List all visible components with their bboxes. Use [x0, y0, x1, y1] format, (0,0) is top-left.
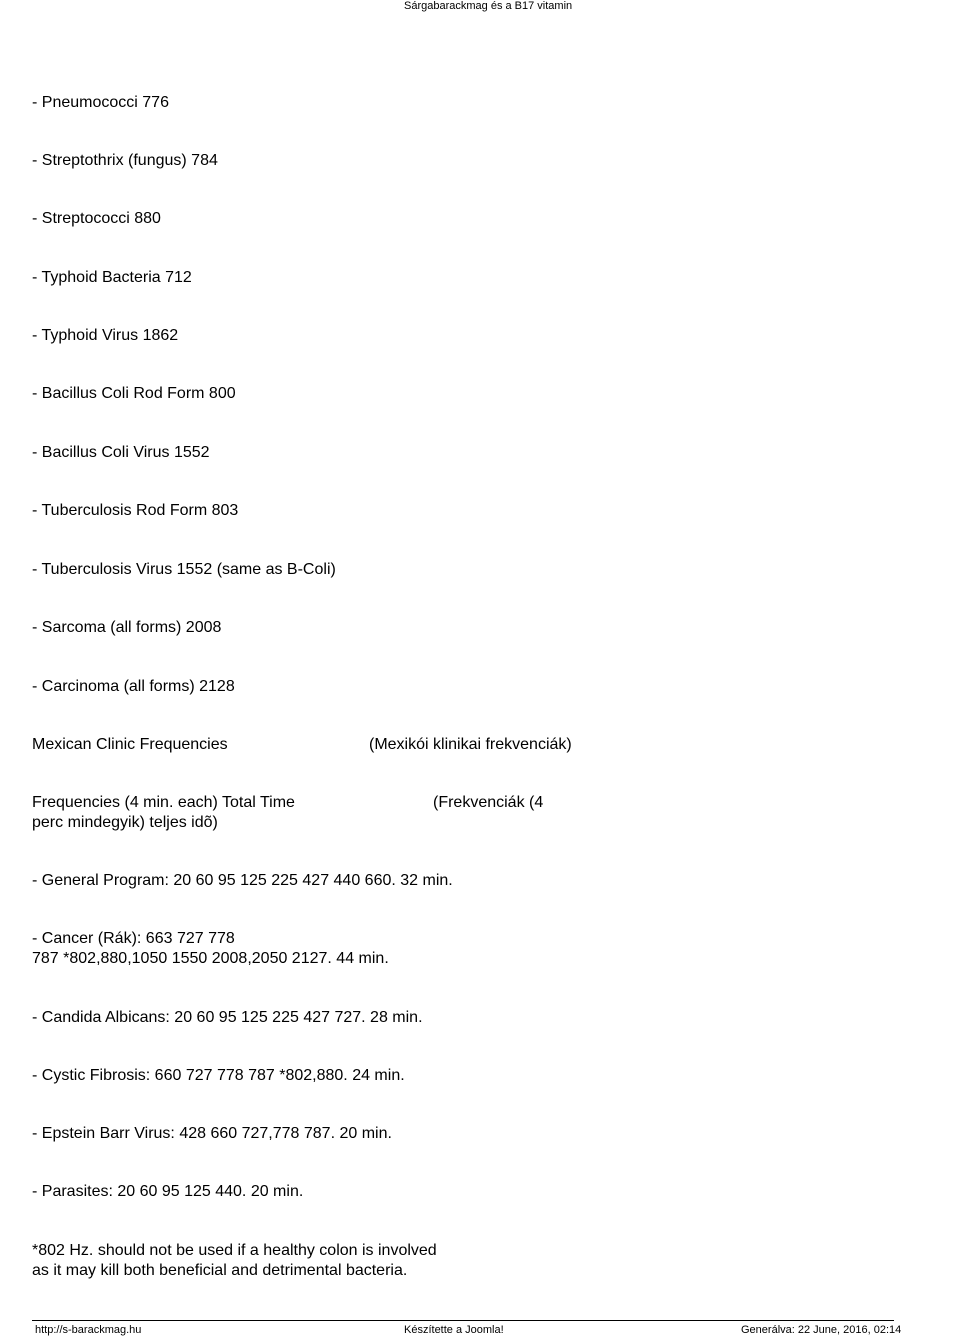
page-header-title: Sárgabarackmag és a B17 vitamin: [404, 0, 573, 12]
list-item: - Bacillus Coli Virus 1552: [32, 444, 210, 461]
list-item: - Streptothrix (fungus) 784: [32, 152, 218, 169]
footer-made-with: Készítette a Joomla!: [404, 1324, 504, 1336]
program-parasites: - Parasites: 20 60 95 125 440. 20 min.: [32, 1183, 304, 1200]
footer-generated-date: Generálva: 22 June, 2016, 02:14: [741, 1324, 902, 1336]
section-subheading: Frequencies (4 min. each) Total Time: [32, 794, 295, 811]
list-item: - Pneumococci 776: [32, 94, 169, 111]
section-heading: Mexican Clinic Frequencies: [32, 736, 228, 753]
note-line: as it may kill both beneficial and detrimental bacteria.: [32, 1262, 408, 1279]
program-cancer: - Cancer (Rák): 663 727 778: [32, 930, 235, 947]
program-cancer-cont: 787 *802,880,1050 1550 2008,2050 2127. 44 min.: [32, 950, 389, 967]
section-subheading-translation-cont: perc mindegyik) teljes idõ): [32, 814, 218, 831]
list-item: - Tuberculosis Virus 1552 (same as B-Coli): [32, 561, 336, 578]
program-general: - General Program: 20 60 95 125 225 427 440 660. 32 min.: [32, 872, 453, 889]
list-item: - Bacillus Coli Rod Form 800: [32, 385, 236, 402]
list-item: - Carcinoma (all forms) 2128: [32, 678, 235, 695]
section-subheading-translation: (Frekvenciák (4: [433, 794, 544, 811]
section-heading-translation: (Mexikói klinikai frekvenciák): [369, 736, 572, 753]
program-epstein-barr: - Epstein Barr Virus: 428 660 727,778 787. 20 min.: [32, 1125, 392, 1142]
list-item: - Sarcoma (all forms) 2008: [32, 619, 222, 636]
list-item: - Typhoid Virus 1862: [32, 327, 179, 344]
program-candida: - Candida Albicans: 20 60 95 125 225 427 727. 28 min.: [32, 1009, 423, 1026]
list-item: - Streptococci 880: [32, 210, 161, 227]
footer-url-link[interactable]: http://s-barackmag.hu: [35, 1324, 142, 1336]
list-item: - Typhoid Bacteria 712: [32, 269, 192, 286]
program-cystic-fibrosis: - Cystic Fibrosis: 660 727 778 787 *802,880. 24 min.: [32, 1067, 405, 1084]
footer-divider: [32, 1320, 894, 1321]
note-line: *802 Hz. should not be used if a healthy colon is involved: [32, 1242, 437, 1259]
list-item: - Tuberculosis Rod Form 803: [32, 502, 239, 519]
